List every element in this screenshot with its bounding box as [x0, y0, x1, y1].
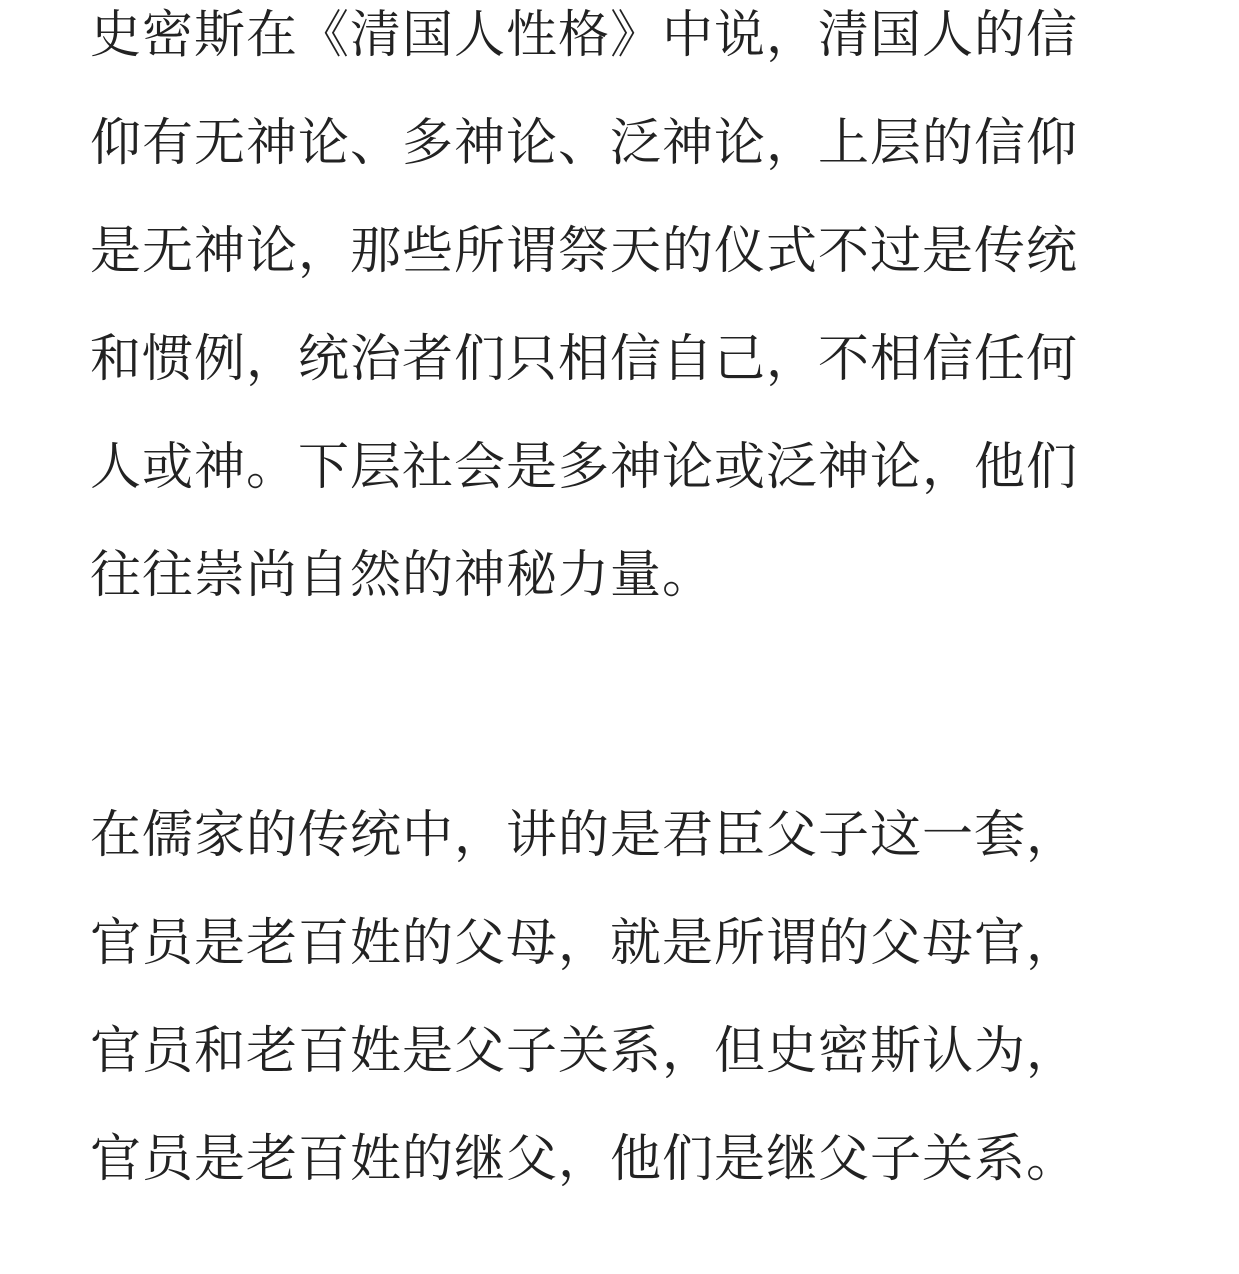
- paragraph-line: 和惯例，统治者们只相信自己，不相信任何: [90, 330, 1079, 389]
- paragraph-line: 是无神论，那些所谓祭天的仪式不过是传统: [90, 222, 1079, 281]
- paragraph-line: 官员是老百姓的继父，他们是继父子关系。: [90, 1130, 1079, 1189]
- paragraph-2: [90, 782, 1078, 1214]
- paragraph-line: 人或神。下层社会是多神论或泛神论，他们: [90, 438, 1079, 497]
- paragraph-line: 仰有无神论、多神论、泛神论，上层的信仰: [90, 114, 1079, 173]
- paragraph-1: [90, 0, 1078, 630]
- paragraph-line: 官员和老百姓是父子关系，但史密斯认为，: [90, 1022, 1079, 1081]
- paragraph-line: 史密斯在《清国人性格》中说，清国人的信: [90, 6, 1079, 65]
- paragraph-line: 官员是老百姓的父母，就是所谓的父母官，: [90, 914, 1079, 973]
- paragraph-line: 往往崇尚自然的神秘力量。: [90, 546, 715, 605]
- paragraph-line: 在儒家的传统中，讲的是君臣父子这一套，: [90, 806, 1079, 865]
